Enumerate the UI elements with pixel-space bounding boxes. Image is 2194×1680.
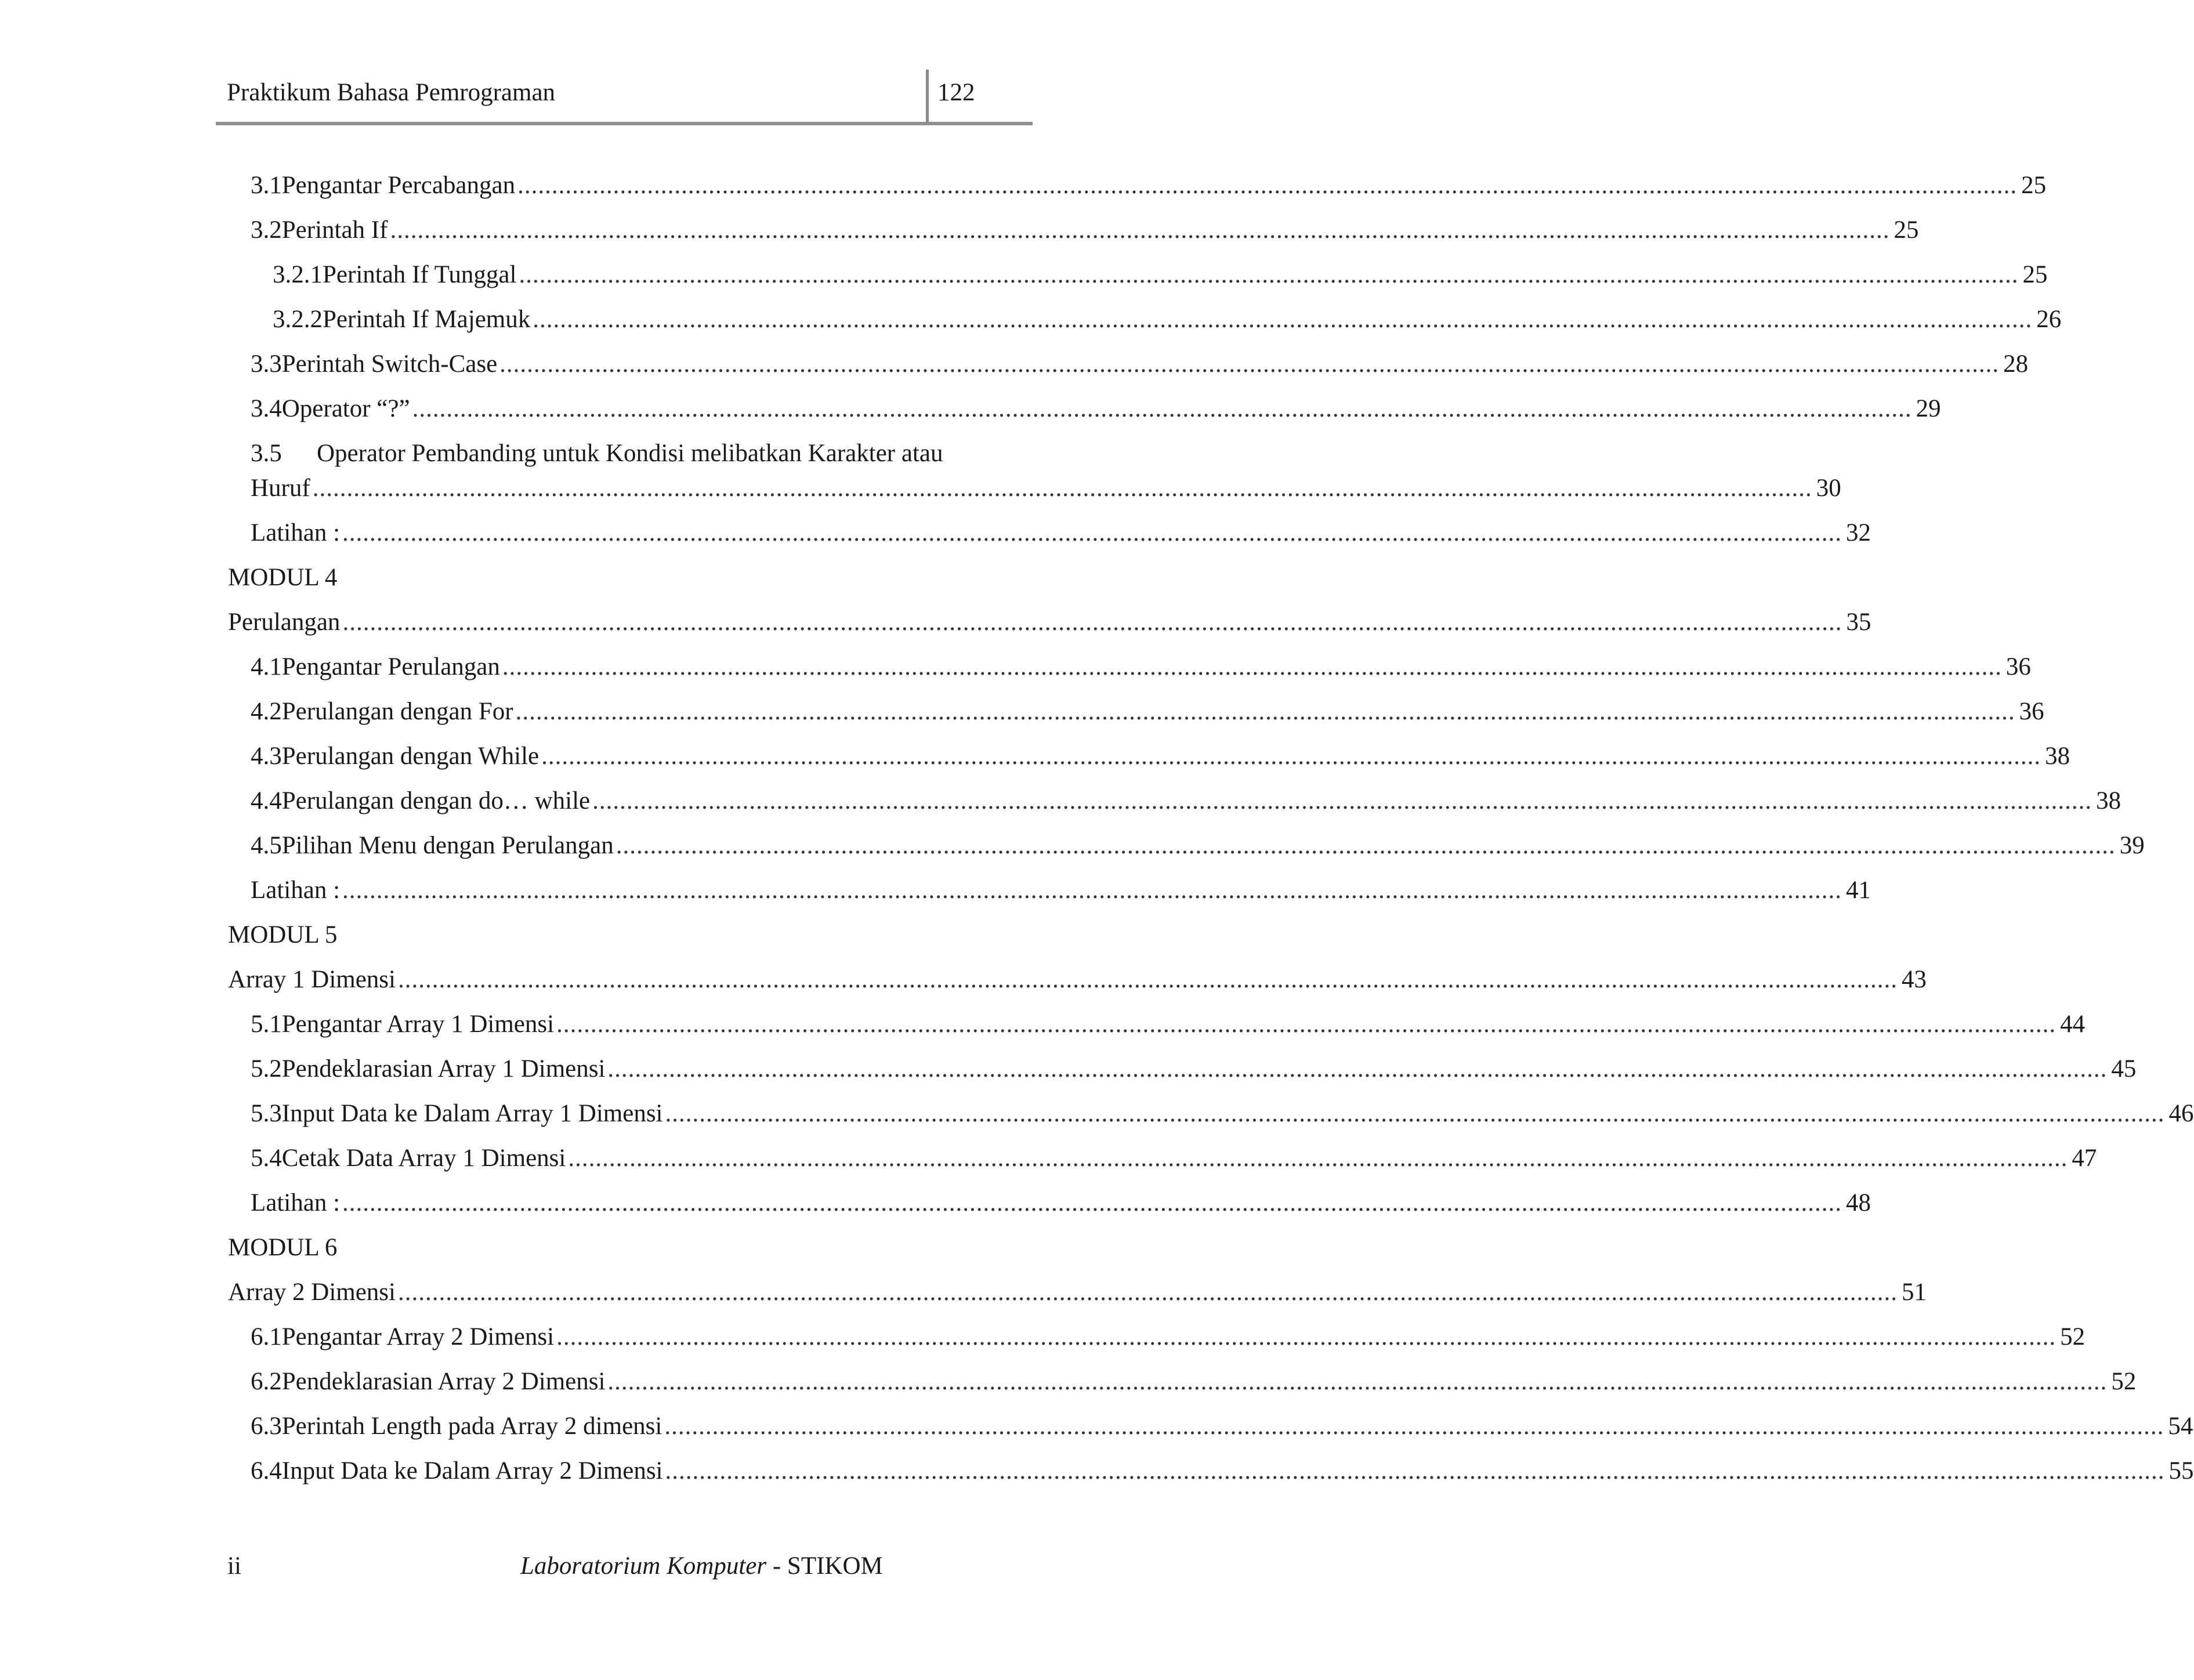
toc-entry-number: 5.4 xyxy=(251,1145,282,1172)
toc-dot-leader: ............................................................................................................................................................................................................................ xyxy=(342,1189,1842,1216)
toc-entry-number: 6.4 xyxy=(251,1457,282,1485)
toc-dot-leader: ............................................................................................................................................................................................................................ xyxy=(342,609,1842,636)
toc-entry-page: 47 xyxy=(2072,1145,2097,1172)
footer-lab-name: Laboratorium Komputer xyxy=(520,1552,767,1580)
toc-entry[interactable] xyxy=(251,1052,2137,1087)
toc-entry-number: 3.2 xyxy=(251,216,282,244)
toc-entry-title: Pendeklarasian Array 2 Dimensi xyxy=(281,1368,606,1395)
toc-entry-number: 6.1 xyxy=(251,1323,282,1350)
toc-dot-leader: ............................................................................................................................................................................................................................ xyxy=(398,1279,1898,1306)
toc-entry-page: 45 xyxy=(2111,1055,2137,1082)
toc-entry-number: 4.4 xyxy=(251,787,282,814)
toc-entry[interactable] xyxy=(251,694,2044,729)
toc-entry-title: Pengantar Percabangan xyxy=(281,172,516,199)
toc-entry-title: Pengantar Array 1 Dimensi xyxy=(281,1011,555,1038)
toc-entry-number: 4.2 xyxy=(251,698,282,725)
toc-entry-number: 5.2 xyxy=(251,1055,282,1082)
toc-entry-title: Operator Pembanding untuk Kondisi melibatkan Karakter atau xyxy=(317,440,943,467)
toc-entry-page: 35 xyxy=(1846,609,1871,636)
toc-entry-page: 25 xyxy=(2021,172,2047,199)
toc-entry[interactable] xyxy=(251,1454,2194,1489)
toc-entry-page: 44 xyxy=(2060,1011,2086,1038)
toc-entry[interactable] xyxy=(273,302,2062,337)
toc-dot-leader: ............................................................................................................................................................................................................................ xyxy=(616,832,2116,859)
toc-dot-leader: ............................................................................................................................................................................................................................ xyxy=(390,216,1890,244)
toc-entry-title: Perintah If Majemuk xyxy=(323,306,531,333)
toc-entry-title: Perulangan dengan do… while xyxy=(281,787,591,814)
toc-dot-leader: ............................................................................................................................................................................................................................ xyxy=(592,787,2092,814)
toc-entry-title: Latihan : xyxy=(251,877,341,904)
toc-section-title: MODUL 5 xyxy=(228,921,338,948)
toc-entry-title: Pengantar Perulangan xyxy=(281,653,500,680)
toc-entry-page: 51 xyxy=(1902,1279,1927,1306)
toc-entry[interactable] xyxy=(251,1364,2137,1399)
toc-entry-title: Perulangan dengan For xyxy=(281,698,513,725)
toc-entry-title-continued: Huruf xyxy=(251,475,310,502)
toc-section-heading xyxy=(228,1230,1030,1265)
toc-dot-leader: ............................................................................................................................................................................................................................ xyxy=(541,743,2041,770)
toc-entry-page: 28 xyxy=(2003,350,2029,378)
header-page-number: 122 xyxy=(937,79,975,106)
toc-section-heading xyxy=(228,918,1030,953)
toc-entry[interactable] xyxy=(251,516,1871,551)
toc-entry-page: 52 xyxy=(2060,1323,2086,1350)
toc-entry[interactable] xyxy=(251,1409,2193,1444)
toc-entry-title: Input Data ke Dalam Array 2 Dimensi xyxy=(281,1457,663,1485)
toc-entry-number: 5.3 xyxy=(251,1100,282,1127)
toc-dot-leader: ............................................................................................................................................................................................................................ xyxy=(556,1323,2057,1350)
toc-entry-number: 3.4 xyxy=(251,395,282,422)
toc-entry[interactable] xyxy=(251,168,2047,203)
toc-section-title: MODUL 4 xyxy=(228,564,338,591)
toc-entry-page: 52 xyxy=(2111,1368,2137,1395)
toc-entry[interactable] xyxy=(251,784,2121,819)
toc-dot-leader: ............................................................................................................................................................................................................................ xyxy=(517,172,2018,199)
toc-dot-leader: ............................................................................................................................................................................................................................ xyxy=(412,395,1912,422)
toc-entry-title: Perulangan dengan While xyxy=(281,743,540,770)
footer-label xyxy=(520,1549,883,1584)
toc-entry-page: 25 xyxy=(2022,261,2048,288)
header-divider xyxy=(926,70,929,123)
header-title: Praktikum Bahasa Pemrograman xyxy=(227,79,556,106)
toc-dot-leader: ............................................................................................................................................................................................................................ xyxy=(398,966,1898,993)
toc-dot-leader: ............................................................................................................................................................................................................................ xyxy=(499,350,2000,378)
toc-dot-leader: ............................................................................................................................................................................................................................ xyxy=(342,519,1842,546)
toc-entry[interactable] xyxy=(251,1141,2097,1176)
toc-entry-number: 6.3 xyxy=(251,1413,282,1440)
header-rule xyxy=(216,122,1033,125)
toc-entry-page: 38 xyxy=(2045,743,2070,770)
toc-entry[interactable] xyxy=(228,605,1871,640)
toc-entry-page: 32 xyxy=(1846,519,1871,546)
toc-dot-leader: ............................................................................................................................................................................................................................ xyxy=(665,1457,2165,1485)
toc-entry-title: Input Data ke Dalam Array 1 Dimensi xyxy=(281,1100,663,1127)
toc-entry[interactable] xyxy=(251,1186,1871,1221)
toc-dot-leader: ............................................................................................................................................................................................................................ xyxy=(568,1145,2068,1172)
toc-dot-leader: ............................................................................................................................................................................................................................ xyxy=(312,475,1812,502)
toc-entry-number: 4.5 xyxy=(251,832,282,859)
toc-entry-title: Latihan : xyxy=(251,519,341,546)
toc-entry[interactable] xyxy=(251,739,2070,774)
toc-entry-title: Cetak Data Array 1 Dimensi xyxy=(281,1145,566,1172)
toc-entry-number: 3.2.1 xyxy=(273,261,323,288)
toc-entry-page: 41 xyxy=(1846,877,1871,904)
toc-entry[interactable] xyxy=(273,258,2048,292)
toc-entry-title: Pilihan Menu dengan Perulangan xyxy=(281,832,614,859)
toc-entry-number: 6.2 xyxy=(251,1368,282,1395)
toc-entry-page: 39 xyxy=(2119,832,2145,859)
toc-entry-title: Perintah Switch-Case xyxy=(281,350,498,378)
toc-entry-page: 38 xyxy=(2096,787,2121,814)
toc-entry[interactable] xyxy=(251,436,943,471)
toc-dot-leader: ............................................................................................................................................................................................................................ xyxy=(519,261,2019,288)
toc-entry-title: Pendeklarasian Array 1 Dimensi xyxy=(281,1055,606,1082)
toc-entry-number: 4.3 xyxy=(251,743,282,770)
toc-entry-title: Array 2 Dimensi xyxy=(228,1279,396,1306)
footer-institution: - STIKOM xyxy=(766,1552,883,1580)
toc-entry[interactable] xyxy=(251,873,1871,908)
toc-dot-leader: ............................................................................................................................................................................................................................ xyxy=(556,1011,2057,1038)
toc-entry-number: 3.5 xyxy=(251,440,282,467)
toc-entry[interactable] xyxy=(251,347,2029,382)
toc-entry-page: 25 xyxy=(1893,216,1919,244)
toc-entry[interactable] xyxy=(251,828,2145,863)
toc-dot-leader: ............................................................................................................................................................................................................................ xyxy=(502,653,2002,680)
toc-entry[interactable] xyxy=(251,1320,2086,1355)
toc-dot-leader: ............................................................................................................................................................................................................................ xyxy=(342,877,1842,904)
toc-entry[interactable] xyxy=(251,213,1919,248)
toc-entry[interactable] xyxy=(228,1275,1927,1310)
toc-dot-leader: ............................................................................................................................................................................................................................ xyxy=(607,1368,2108,1395)
toc-entry-title: Pengantar Array 2 Dimensi xyxy=(281,1323,555,1350)
toc-section-title: MODUL 6 xyxy=(228,1234,338,1261)
toc-entry-page: 36 xyxy=(2005,653,2031,680)
toc-entry[interactable] xyxy=(251,392,1941,426)
page-header xyxy=(216,68,1033,126)
toc-entry-page: 36 xyxy=(2019,698,2044,725)
toc-entry-page: 43 xyxy=(1902,966,1927,993)
footer-page-number: ii xyxy=(227,1552,241,1580)
toc-entry-title: Perintah If Tunggal xyxy=(323,261,517,288)
toc-entry-page: 29 xyxy=(1916,395,1941,422)
toc-entry-number: 3.2.2 xyxy=(273,306,323,333)
toc-entry[interactable] xyxy=(251,650,2031,685)
toc-entry-continued[interactable] xyxy=(251,471,1841,506)
toc-dot-leader: ............................................................................................................................................................................................................................ xyxy=(607,1055,2108,1082)
toc-entry-title: Perintah If xyxy=(281,216,388,244)
toc-entry[interactable] xyxy=(251,1096,2194,1131)
toc-entry-page: 30 xyxy=(1816,475,1841,502)
toc-dot-leader: ............................................................................................................................................................................................................................ xyxy=(664,1413,2164,1440)
toc-entry-page: 54 xyxy=(2168,1413,2193,1440)
toc-entry-title: Perintah Length pada Array 2 dimensi xyxy=(281,1413,662,1440)
toc-dot-leader: ............................................................................................................................................................................................................................ xyxy=(515,698,2015,725)
toc-entry-page: 55 xyxy=(2168,1457,2194,1485)
toc-entry-title: Array 1 Dimensi xyxy=(228,966,396,993)
toc-entry-title: Latihan : xyxy=(251,1189,341,1216)
toc-entry-number: 3.1 xyxy=(251,172,282,199)
toc-dot-leader: ............................................................................................................................................................................................................................ xyxy=(533,306,2033,333)
toc-entry-page: 26 xyxy=(2036,306,2062,333)
toc-dot-leader: ............................................................................................................................................................................................................................ xyxy=(665,1100,2165,1127)
toc-entry-title: Perulangan xyxy=(228,609,341,636)
toc-entry-page: 46 xyxy=(2168,1100,2194,1127)
toc-entry-page: 48 xyxy=(1846,1189,1871,1216)
toc-entry-number: 4.1 xyxy=(251,653,282,680)
toc-entry-title: Operator “?” xyxy=(281,395,410,422)
toc-entry[interactable] xyxy=(228,962,1927,997)
toc-entry-number: 3.3 xyxy=(251,350,282,378)
toc-section-heading xyxy=(228,560,1030,595)
toc-entry[interactable] xyxy=(251,1007,2086,1042)
toc-entry-number: 5.1 xyxy=(251,1011,282,1038)
